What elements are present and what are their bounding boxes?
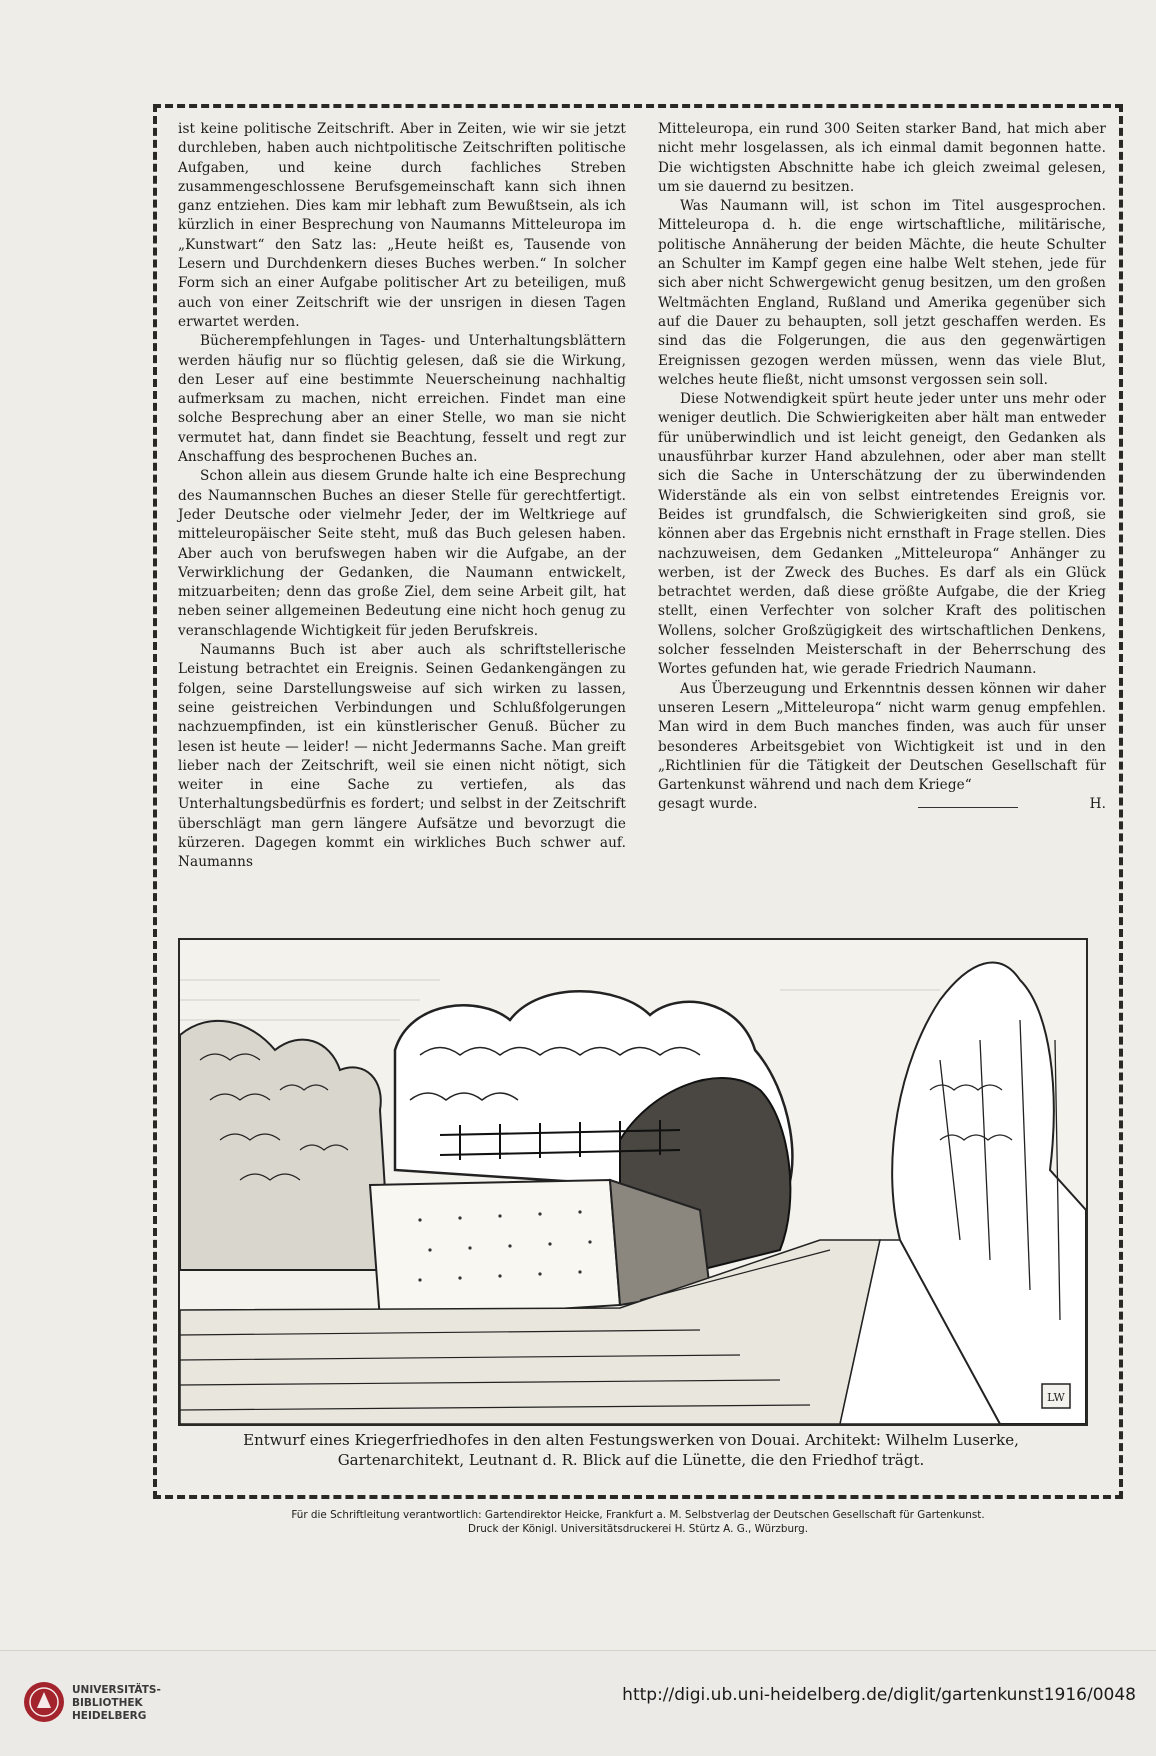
caption-line-2: Gartenarchitekt, Leutnant d. R. Blick auf die Lünette, die den Friedhof trägt. — [337, 1451, 925, 1469]
figure-caption — [178, 1430, 1084, 1470]
left-column — [178, 120, 626, 925]
library-name — [72, 1684, 161, 1723]
monogram: LW — [1047, 1391, 1065, 1404]
paragraph: Aus Überzeugung und Erkenntnis dessen können wir daher unseren Lesern „Mitteleuropa“ nicht warm genug empfehlen. Man wird in dem Buch manches finden, was auch für unser besonderes Arbeitsgebiet von Wichtigkeit ist und in den „Richtlinien für die Tätigkeit der Deutschen Gesellschaft für Gartenkunst während und nach dem Kriege“ — [658, 680, 1106, 794]
imprint-footer — [153, 1508, 1123, 1536]
signoff-text: gesagt wurde. — [658, 796, 758, 813]
university-seal-icon — [22, 1680, 66, 1724]
library-name-line-1: UNIVERSITÄTS- — [72, 1684, 161, 1696]
illustration-svg — [180, 940, 1086, 1424]
article-columns — [178, 120, 1106, 925]
paragraph: Diese Notwendigkeit spürt heute jeder unter uns mehr oder weniger deutlich. Die Schwierigkeiten aber hält man entweder für unüberwindlich und ist leicht geneigt, den Gedanken als unausführbar kurzer Hand abzulehnen, oder aber man stellt sich die Sache in Unterschätzung der zu überwindenden Widerstände als ein von selbst eintretendes Ereignis vor. Beides ist grundfalsch, die Schwierigkeiten sind groß, sie können aber das Ergebnis nicht ernsthaft in Frage stellen. Dies nachzuweisen, dem Gedanken „Mitteleuropa“ Anhänger zu werben, ist der Zweck des Buches. Es darf als ein Glück betrachtet werden, daß diese größte Aufgabe, die der Krieg stellt, einen Verfechter von solcher Kraft des politischen Wollens, solcher Großzügigkeit des wirtschaftlichen Denkens, solcher fesselnden Meisterschaft in der Beherrschung des Wortes gefunden hat, wie gerade Friedrich Naumann. — [658, 391, 1106, 678]
imprint-line-2: Druck der Königl. Universitätsdruckerei H. Stürtz A. G., Würzburg. — [467, 1523, 809, 1535]
paragraph: ist keine politische Zeitschrift. Aber in Zeiten, wie wir sie jetzt durchleben, haben auch nichtpolitische Zeitschriften politische Aufgaben, und keine durch fachliches Streben zusammengeschlossene Berufsgemeinschaft kann sich ihnen ganz entziehen. Dies kam mir lebhaft zum Bewußtsein, als ich kürzlich in einer Besprechung von Naumanns Mitteleuropa im „Kunstwart“ den Satz las: „Heute heißt es, Tausende von Lesern und Durchdenkern dieses Buches werben.“ In solcher Form sich an einer Aufgabe politischer Art zu beteiligen, muß auch von einer Zeitschrift wie der unsrigen in diesen Tagen erwartet werden. — [178, 121, 626, 330]
illustration-cemetery-drawing — [178, 938, 1088, 1426]
paragraph: Schon allein aus diesem Grunde halte ich eine Besprechung des Naumannschen Buches an dieser Stelle für gerechtfertigt. Jeder Deutsche oder vielmehr Jeder, der im Weltkriege auf mitteleuropäischer Seite steht, muß das Buch gelesen haben. Aber auch von berufswegen haben wir die Aufgabe, an der Verwirklichung der Gedanken, die Naumann entwickelt, mitzuarbeiten; denn das große Ziel, dem seine Arbeit gilt, hat neben seiner allgemeinen Bedeutung eine nicht hoch genug zu veranschlagende Wichtigkeit für jeden Berufskreis. — [178, 468, 626, 639]
library-name-line-3: HEIDELBERG — [72, 1710, 147, 1722]
paragraph: Mitteleuropa, ein rund 300 Seiten starker Band, hat mich aber nicht mehr losgelassen, als ich einmal damit begonnen hatte. Die wichtigsten Abschnitte habe ich gleich zweimal gelesen, um sie dauernd zu besitzen. — [658, 121, 1106, 195]
paragraph: Bücherempfehlungen in Tages- und Unterhaltungsblättern werden häufig nur so flüchtig gelesen, daß sie die Wirkung, den Leser auf eine bestimmte Neuerscheinung nachhaltig aufmerksam zu machen, nicht erreichen. Findet man eine solche Besprechung aber an einer Stelle, wo man sie nicht vermutet hat, dann findet sie Beachtung, fesselt und regt zur Anschaffung des besprochenen Buches an. — [178, 333, 626, 466]
library-name-line-2: BIBLIOTHEK — [72, 1697, 143, 1709]
signoff-line — [658, 795, 1106, 814]
source-url-link[interactable]: http://digi.ub.uni-heidelberg.de/diglit/gartenkunst1916/0048 — [622, 1685, 1136, 1705]
paragraph: Naumanns Buch ist aber auch als schriftstellerische Leistung betrachtet ein Ereignis. Seinen Gedankengängen zu folgen, seine Darstellungsweise auf sich wirken zu lassen, seine geistreichen Verbindungen und Schlußfolgerungen nachzuempfinden, ist ein künstlerischer Genuß. Bücher zu lesen ist heute — leider! — nicht Jedermanns Sache. Man greift lieber nach der Zeitschrift, weil sie einen nicht nötigt, sich weiter in eine Sache zu vertiefen, als das Unterhaltungsbedürfnis es fordert; und selbst in der Zeitschrift überschlägt man gern längere Aufsätze und bevorzugt die kürzeren. Dagegen kommt ein wirkliches Buch schwer auf. Naumanns — [178, 642, 626, 871]
right-column — [658, 120, 1106, 925]
signoff-rule — [918, 807, 1018, 808]
paragraph: Was Naumann will, ist schon im Titel ausgesprochen. Mitteleuropa d. h. die enge wirtschaftliche, militärische, politische Annäherung der beiden Mächte, die heute Schulter an Schulter im Kampf gegen eine halbe Welt stehen, jede für sich aber nicht Schwergewicht genug besitzen, um den großen Weltmächten England, Rußland und Amerika gegenüber sich auf die Dauer zu behaupten, soll jetzt geschaffen werden. Es sind das die Folgerungen, die aus den gegenwärtigen Ereignissen gezogen werden müssen, wenn das viele Blut, welches heute fließt, nicht umsonst vergossen sein soll. — [658, 198, 1106, 388]
caption-line-1: Entwurf eines Kriegerfriedhofes in den alten Festungswerken von Douai. Architekt: Wilhelm Luserke, — [243, 1431, 1019, 1449]
author-initial: H. — [1089, 796, 1106, 813]
fortress-wall — [370, 1180, 620, 1320]
imprint-line-1: Für die Schriftleitung verantwortlich: Gartendirektor Heicke, Frankfurt a. M. Selbstverlag der Deutschen Gesellschaft für Gartenkunst. — [291, 1509, 985, 1521]
